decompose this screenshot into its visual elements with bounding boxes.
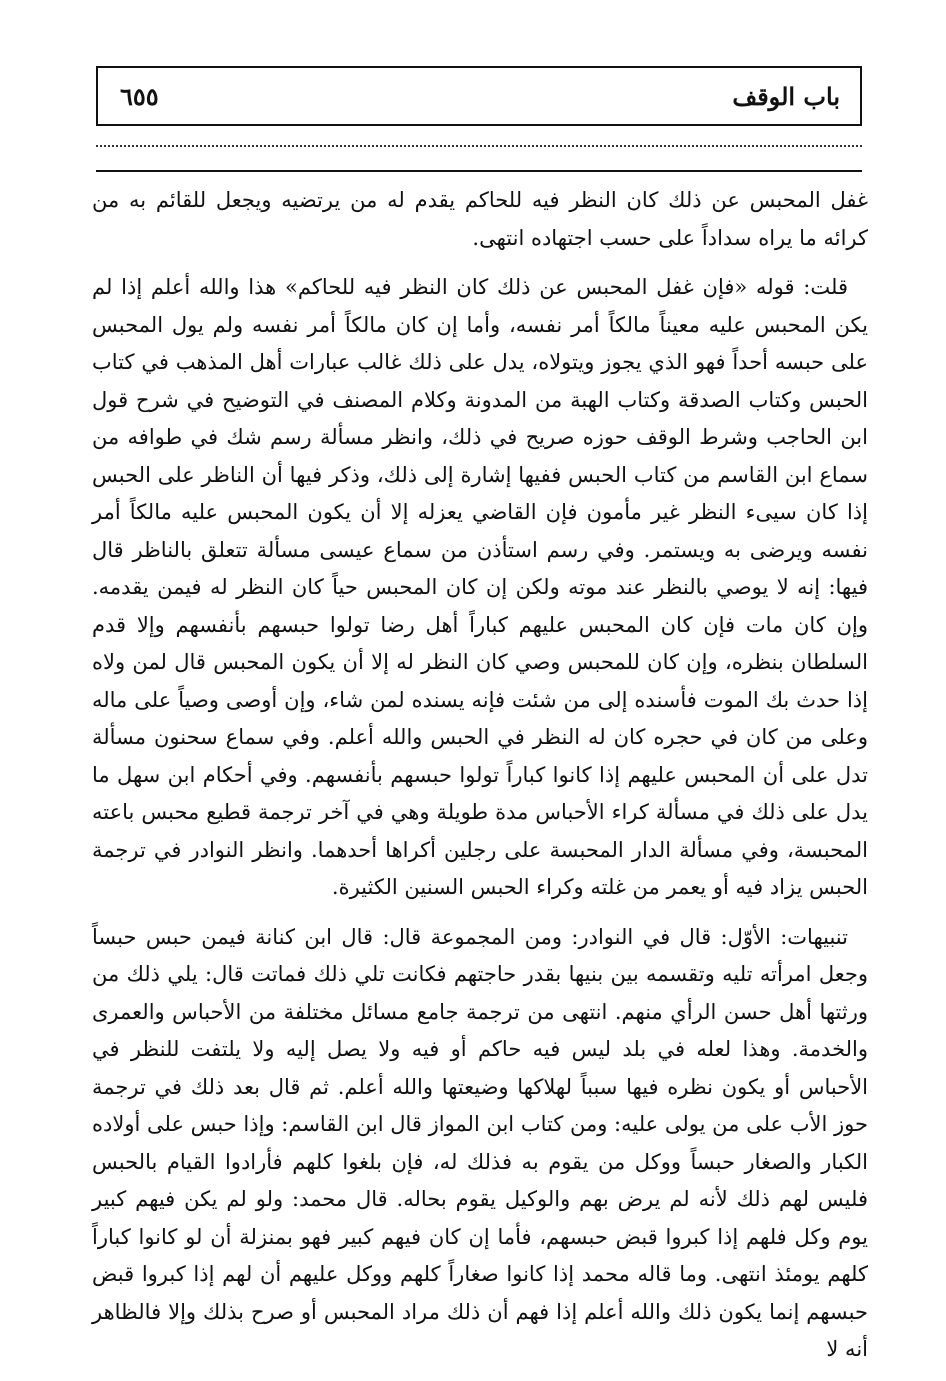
paragraph-qultu: قلت: قوله «فإن غفل المحبس عن ذلك كان النظر فيه للحاكم» هذا والله أعلم إذا لم يكن المحبس عليه معيناً مالكاً أمر نفسه، وأما إن كان مالكاً أمر نفسه ولم يول المحبس على حبسه أحداً فهو الذي يجوز ويتولاه، يدل على ذلك غالب عبارات أهل المذهب في كتاب الحبس وكتاب الصدقة وكتاب الهبة من المدونة وكلام المصنف في التوضيح في شرح قول ابن الحاجب وشرط الوقف حوزه صريح في ذلك، وانظر مسألة رسم شك في طوافه من سماع ابن القاسم من كتاب الحبس ففيها إشارة إلى ذلك، وذكر فيها أن الناظر على الحبس إذا كان سيىء النظر غير مأمون فإن القاضي يعزله إلا أن يكون المحبس عليه مالكاً أمر نفسه ويرضى به ويستمر. وفي رسم استأذن من سماع عيسى مسألة تتعلق بالناظر قال فيها: إنه لا يوصي بالنظر عند موته ولكن إن كان المحبس حياً كان النظر له فيمن يقدمه. وإن كان مات فإن كان المحبس عليهم كباراً أهل رضا تولوا حبسهم بأنفسهم وإلا قدم السلطان بنظره، وإن كان للمحبس وصي كان النظر له إلا أن يكون المحبس قال لمن ولاه إذا حدث بك الموت فأسنده إلى من شئت فإنه يسنده لمن شاء، وإن أوصى وصياً على ماله وعلى من كان في حجره كان له النظر في الحبس والله أعلم. وفي سماع سحنون مسألة تدل على أن المحبس عليهم إذا كانوا كباراً تولوا حبسهم بأنفسهم. وفي أحكام ابن سهل ما يدل على ذلك في مسألة كراء الأحباس مدة طويلة وهي في آخر ترجمة قطيع محبس باعته المحبسة، وفي مسألة الدار المحبسة على رجلين أكراها أحدهما. وانظر النوادر في ترجمة الحبس يزاد فيه أو يعمر من غلته وكراء الحبس السنين الكثيرة.	[92, 275, 868, 899]
paragraph-tanbihat: تنبيهات: الأوّل: قال في النوادر: ومن المجموعة قال: قال ابن كنانة فيمن حبس حبساً وجعل امرأته تليه وتقسمه بين بنيها بقدر حاجتهم فكانت تلي ذلك فماتت قال: يلي ذلك من ورثتها أهل حسن الرأي منهم. انتهى من ترجمة جامع مسائل مختلفة من الأحباس والعمرى والخدمة. وهذا لعله في بلد ليس فيه حاكم أو فيه ولا يصل إليه ولا يلتفت للنظر في الأحباس أو يكون نظره فيها سبباً لهلاكها وضيعتها والله أعلم. ثم قال بعد ذلك في ترجمة حوز الأب على من يولى عليه: ومن كتاب ابن المواز قال ابن القاسم: وإذا حبس على أولاده الكبار والصغار حبساً ووكل من يقوم به فذلك له، فإن بلغوا كلهم فأرادوا القيام بالحبس فليس لهم ذلك لأنه لم يرض بهم والوكيل يقوم بحاله. قال محمد: ولو لم يكن فيهم كبير يوم وكل فلهم إذا كبروا قبض حبسهم، فأما إن كان فيهم كبير فهو بمنزلة أن لو كانوا كباراً كلهم يومئذ انتهى. وما قاله محمد إذا كانوا صغاراً كلهم ووكل عليهم أن لهم إذا كبروا قبض حبسهم إنما يكون ذلك والله أعلم إذا فهم أن ذلك مراد المحبس أو صرح بذلك وإلا فالظاهر أنه لا	[92, 924, 868, 1361]
header-rule	[96, 170, 862, 172]
chapter-title: باب الوقف	[732, 82, 840, 111]
paragraph-continuation: غفل المحبس عن ذلك كان النظر فيه للحاكم يقدم له من يرتضيه ويجعل للقائم به من كرائه ما يراه سداداً على حسب اجتهاده انتهى.	[92, 188, 868, 250]
dotted-separator	[96, 145, 862, 147]
running-header	[96, 66, 862, 126]
page-number: ٦٥٥	[120, 82, 159, 111]
page-body	[92, 182, 868, 1381]
